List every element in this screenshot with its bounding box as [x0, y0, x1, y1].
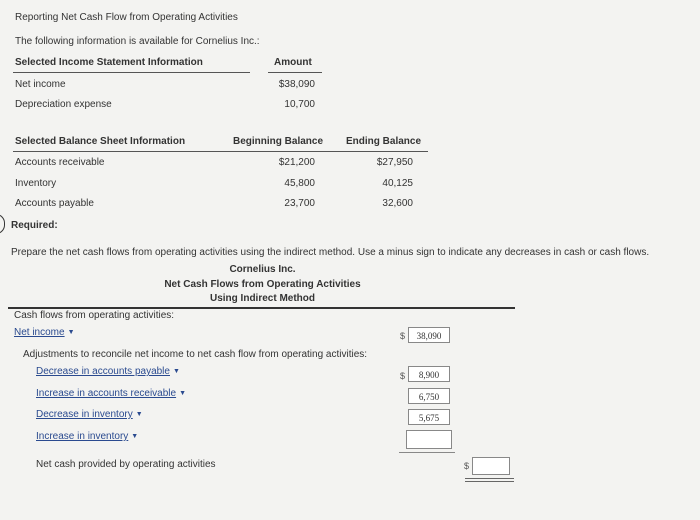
net-income-dropdown[interactable] [14, 327, 75, 338]
adjustment-dropdown[interactable] [36, 388, 186, 399]
net-income-dropdown-label: Net income [14, 327, 65, 338]
income-row-amount: 10,700 [284, 99, 315, 110]
adjustment-input[interactable] [406, 430, 452, 449]
balance-row-end: 32,600 [382, 198, 413, 209]
balance-header-end: Ending Balance [346, 136, 422, 147]
adjustment-dropdown[interactable] [36, 366, 180, 377]
net-income-input[interactable]: 38,090 [408, 327, 450, 343]
balance-header-rule [13, 151, 428, 152]
chevron-down-icon: ▼ [67, 329, 75, 336]
adjustments-total-rule [399, 452, 455, 453]
statement-title: Net Cash Flows from Operating Activities [164, 279, 361, 290]
balance-row-label: Inventory [15, 178, 57, 189]
section-marker [0, 214, 5, 234]
intro-text: The following information is available for Cornelius Inc.: [15, 36, 260, 47]
balance-row-begin: $21,200 [278, 157, 315, 168]
adjustment-dropdown-label: Decrease in accounts payable [36, 366, 170, 377]
adjustment-input[interactable]: 5,675 [408, 409, 450, 425]
net-cash-label: Net cash provided by operating activities [36, 459, 216, 470]
income-row-label: Depreciation expense [15, 99, 112, 110]
balance-row-label: Accounts payable [15, 198, 94, 209]
adjustment-dropdown[interactable] [36, 431, 138, 442]
net-cash-input[interactable] [472, 457, 510, 475]
adjustment-input[interactable]: 6,750 [408, 388, 450, 404]
balance-row-end: $27,950 [376, 157, 413, 168]
chevron-down-icon: ▼ [179, 390, 187, 397]
chevron-down-icon: ▼ [131, 433, 139, 440]
chevron-down-icon: ▼ [135, 411, 143, 418]
balance-row-end: 40,125 [382, 178, 413, 189]
adjustments-label: Adjustments to reconcile net income to net cash flow from operating activities: [23, 349, 368, 360]
required-label: Required: [11, 220, 58, 231]
dollar-sign: $ [400, 331, 406, 341]
chevron-down-icon: ▼ [172, 368, 180, 375]
page-title: Reporting Net Cash Flow from Operating Activities [15, 12, 238, 23]
adjustment-dropdown-label: Increase in accounts receivable [36, 388, 177, 399]
net-cash-double-rule [465, 478, 514, 479]
balance-row-begin: 45,800 [284, 178, 315, 189]
dollar-sign: $ [464, 461, 470, 471]
income-header-rule-2 [268, 72, 322, 73]
statement-company: Cornelius Inc. [229, 264, 296, 275]
income-row-label: Net income [15, 79, 66, 90]
income-row-amount: $38,090 [278, 79, 315, 90]
dollar-sign: $ [400, 371, 406, 381]
adjustment-dropdown[interactable] [36, 409, 143, 420]
statement-header-rule [8, 307, 515, 309]
balance-header-label: Selected Balance Sheet Information [15, 136, 186, 147]
balance-header-begin: Beginning Balance [233, 136, 324, 147]
adjustment-dropdown-label: Increase in inventory [36, 431, 129, 442]
adjustment-dropdown-label: Decrease in inventory [36, 409, 133, 420]
statement-method: Using Indirect Method [210, 293, 315, 304]
net-cash-double-rule [465, 481, 514, 482]
section-label: Cash flows from operating activities: [14, 310, 175, 321]
instructions-text: Prepare the net cash flows from operating activities using the indirect method. Use a minus sign to indicate any decreases in cash or cash flows. [11, 247, 650, 258]
balance-row-begin: 23,700 [284, 198, 315, 209]
income-header-rule [13, 72, 250, 73]
income-header-label: Selected Income Statement Information [15, 57, 203, 68]
balance-row-label: Accounts receivable [15, 157, 105, 168]
adjustment-input[interactable]: 8,900 [408, 366, 450, 382]
income-header-amount: Amount [274, 57, 312, 68]
